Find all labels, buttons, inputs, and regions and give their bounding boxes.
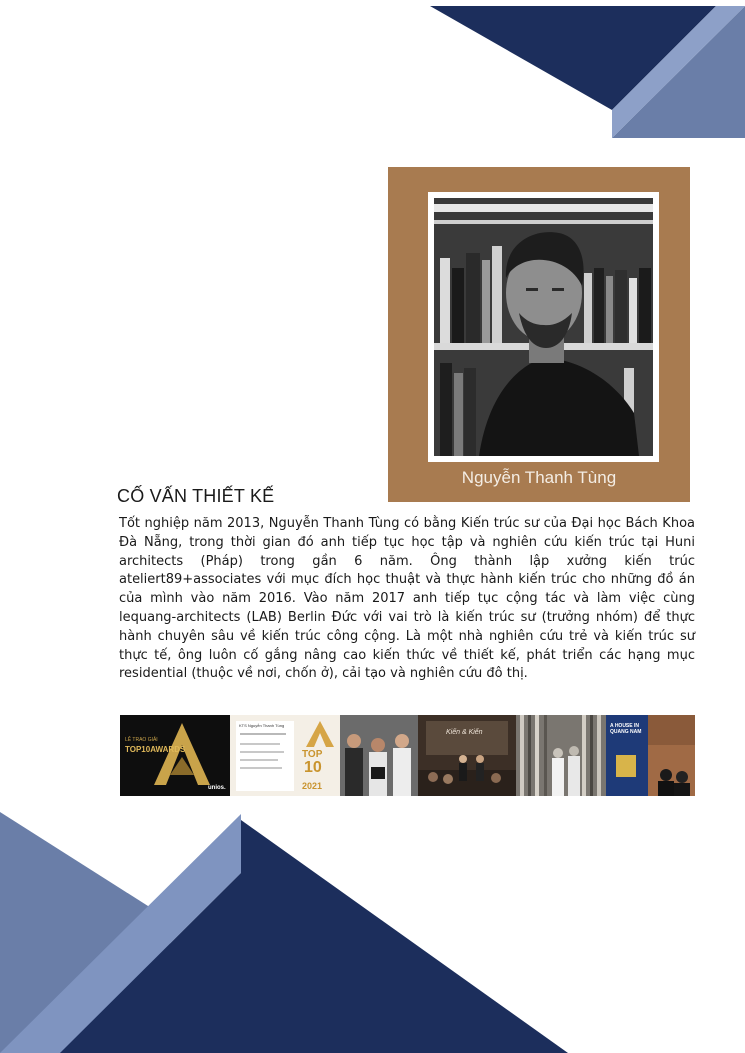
gallery-house-poster xyxy=(606,715,695,796)
award-line1: LỄ TRAO GIẢI xyxy=(125,737,158,743)
top10-year: 2021 xyxy=(302,781,323,791)
gallery-top10-certificate xyxy=(230,715,340,796)
cert-name: KTS Nguyễn Thanh Tùng xyxy=(239,723,285,728)
photo-gallery xyxy=(120,715,695,796)
poster-caption: A HOUSE IN QUANG NAM xyxy=(610,723,642,735)
gallery-group-photo xyxy=(340,715,418,796)
event-caption: Kiến & Kiến xyxy=(446,729,483,736)
award-brand: unios. xyxy=(208,785,226,791)
top10-label: TOP xyxy=(302,749,323,760)
top10-number: 10 xyxy=(304,759,322,776)
portrait-photo xyxy=(434,198,653,456)
gallery-award-poster xyxy=(120,715,230,796)
gallery-event-photo xyxy=(418,715,516,796)
award-line2: TOP10AWARDS xyxy=(125,745,186,754)
section-title: CỐ VẤN THIẾT KẾ xyxy=(117,486,275,506)
gallery-bamboo-photo xyxy=(516,715,606,796)
portrait-illustration xyxy=(434,198,653,456)
person-name: Nguyễn Thanh Tùng xyxy=(461,468,617,487)
profile-card xyxy=(388,167,690,502)
bio-paragraph: Tốt nghiệp năm 2013, Nguyễn Thanh Tùng có bằng Kiến trúc sư của Đại học Bách Khoa Đà Nẵng, trong thời gian đó anh tiếp tục học tập và nghiên cứu kiến trúc tại Huni architects (Pháp) trong gần 6 năm. Ông thành lập xưởng kiến trúc ateliert89+associates với mục đích học thuật và thực hành kiến trúc cho những đồ án của mình vào năm 2016. Vào năm 2017 anh tiếp tục cộng tác và làm việc cùng lequang-architects (LAB) Berlin Đức với vai trò là kiến trúc sư (trưởng nhóm) để thực hành chuyên sâu về kiến trúc công cộng. Là một nhà nghiên cứu trẻ và kiến trúc sư thực tế, ông luôn cố gắng nâng cao kiến thức về thiết kế, phát triển các hạng mục residential (thuộc về nơi, chốn ở), cải tạo và nghiên cứu đô thị. xyxy=(119,516,695,682)
portrait-frame xyxy=(428,192,659,462)
